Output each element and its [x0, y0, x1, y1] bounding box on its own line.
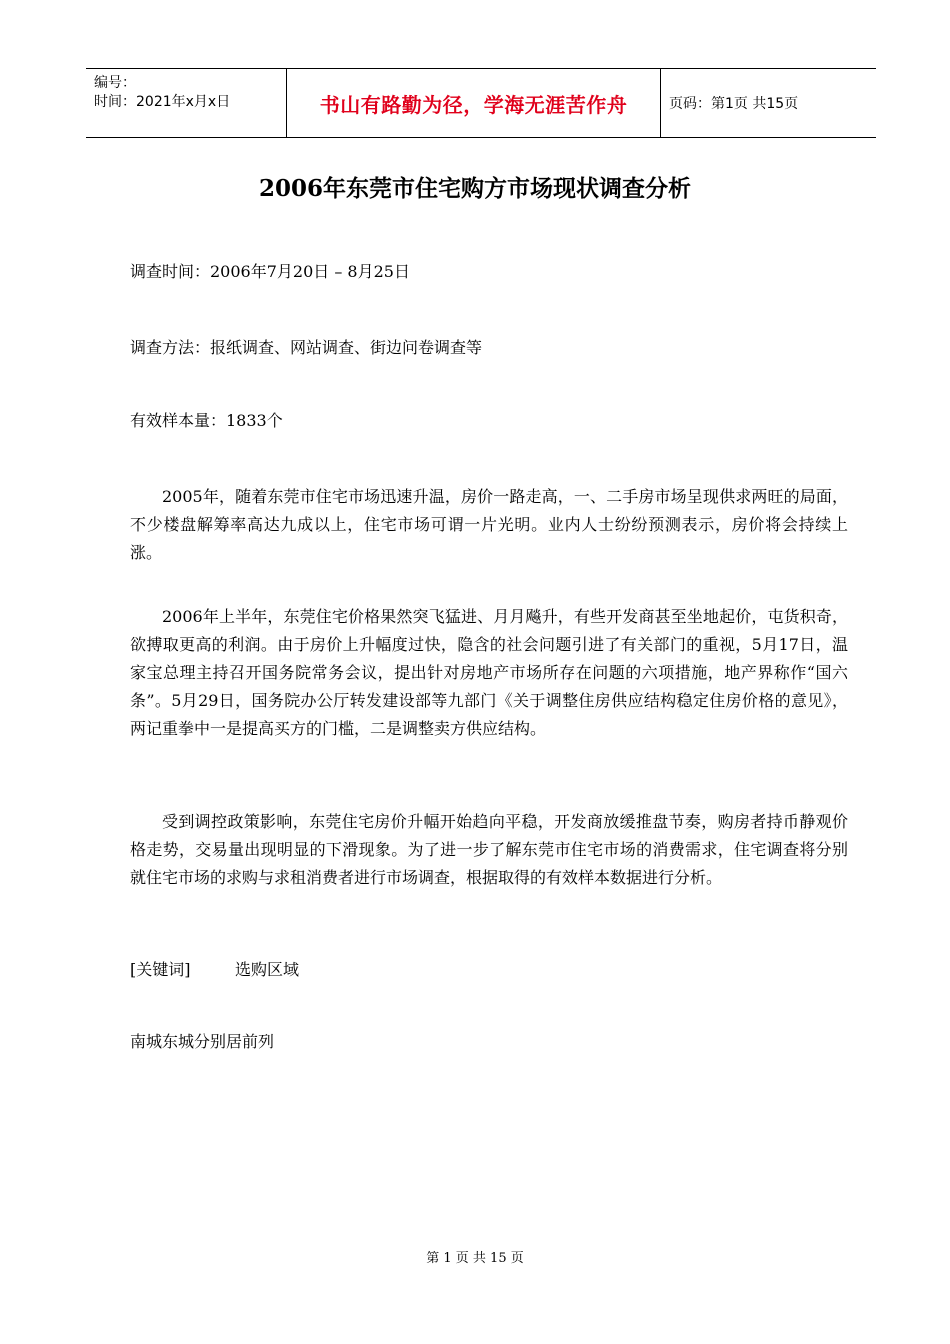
section-heading: 南城东城分别居前列: [130, 1032, 275, 1051]
survey-time: 调查时间：2006年7月20日 – 8月25日: [130, 262, 410, 281]
sample-size: 有效样本量：1833个: [130, 411, 283, 430]
document-number-label: 编号：: [94, 75, 136, 91]
header-meta: [86, 69, 287, 137]
survey-method: 调查方法：报纸调查、网站调查、街边问卷调查等: [130, 338, 483, 357]
document-title: 2006年东莞市住宅购方市场现状调查分析: [258, 175, 691, 202]
header-page-info: 页码：第1页 共15页: [669, 96, 799, 112]
keywords-value: 选购区域: [235, 960, 300, 979]
header-motto-cell: [287, 69, 661, 137]
document-time: 时间：2021年x月x日: [94, 94, 231, 110]
page-footer: 第 1 页 共 15 页: [426, 1251, 524, 1266]
document-header: [86, 68, 876, 138]
body-paragraph-1: 2005年，随着东莞市住宅市场迅速升温，房价一路走高，一、二手房市场呈现供求两旺的局面，不少楼盘解筹率高达九成以上，住宅市场可谓一片光明。业内人士纷纷预测表示，房价将会持续上涨。: [130, 487, 848, 562]
keywords-line: [130, 956, 848, 984]
header-motto: 书山有路勤为径，学海无涯苦作舟: [319, 92, 628, 117]
header-page-info-cell: [661, 69, 876, 137]
body-paragraph-3: 受到调控政策影响，东莞住宅房价升幅开始趋向平稳，开发商放缓推盘节奏，购房者持币静观价格走势，交易量出现明显的下滑现象。为了进一步了解东莞市住宅市场的消费需求，住宅调查将分别就住宅市场的求购与求租消费者进行市场调查，根据取得的有效样本数据进行分析。: [130, 812, 848, 887]
body-paragraph-2: 2006年上半年，东莞住宅价格果然突飞猛进、月月飚升，有些开发商甚至坐地起价，屯货积奇，欲搏取更高的利润。由于房价上升幅度过快，隐含的社会问题引进了有关部门的重视，5月17日，温家宝总理主持召开国务院常务会议，提出针对房地产市场所存在问题的六项措施，地产界称作“国六条”。5月29日，国务院办公厅转发建设部等九部门《关于调整住房供应结构稳定住房价格的意见》，两记重拳中一是提高买方的门槛，二是调整卖方供应结构。: [130, 607, 848, 738]
keywords-label: [关键词]: [130, 960, 191, 979]
